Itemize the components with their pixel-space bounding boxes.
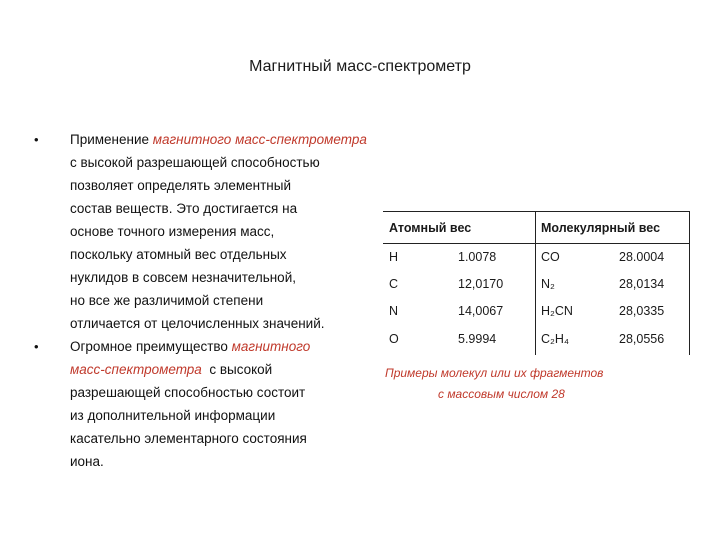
- bullet1-line: поскольку атомный вес отдельных: [70, 247, 287, 262]
- bullet1-line: позволяет определять элементный: [70, 178, 292, 193]
- highlight-term: магнитного: [231, 339, 311, 354]
- bullet1-line: с высокой разрешающей способностью: [70, 155, 320, 170]
- table-divider: [383, 243, 689, 244]
- molecule-formula: N₂: [541, 277, 555, 291]
- molecular-weight: 28,0134: [619, 277, 665, 291]
- slide-title: Магнитный масс-спектрометр: [249, 58, 471, 75]
- bullet-marker: •: [34, 132, 39, 147]
- header-atomic-weight: Атомный вес: [389, 221, 472, 235]
- bullet-marker: •: [34, 339, 39, 354]
- highlight-term: масс-спектрометра: [70, 362, 202, 377]
- atomic-weight: 5.9994: [458, 332, 497, 346]
- bullet1-line: нуклидов в совсем незначительной,: [70, 270, 296, 285]
- table-caption: с массовым числом 28: [438, 387, 565, 401]
- molecular-weight: 28,0335: [619, 304, 665, 318]
- table-caption: Примеры молекул или их фрагментов: [385, 366, 604, 380]
- header-molecular-weight: Молекулярный вес: [541, 221, 661, 235]
- highlight-term: магнитного масс-спектрометра: [152, 132, 367, 147]
- bullet1-line: отличается от целочисленных значений.: [70, 316, 325, 331]
- element-symbol: O: [389, 332, 399, 346]
- molecular-weight: 28,0556: [619, 332, 665, 346]
- bullet2-line: касательно элементарного состояния: [70, 431, 307, 446]
- mass-table: [383, 211, 690, 355]
- atomic-weight: 1.0078: [458, 250, 497, 264]
- text-span: с высокой: [201, 362, 273, 377]
- bullet2-line: иона.: [70, 454, 104, 469]
- bullet2-line: разрешающей способностью состоит: [70, 385, 306, 400]
- element-symbol: C: [389, 277, 399, 291]
- atomic-weight: 12,0170: [458, 277, 504, 291]
- element-symbol: N: [389, 304, 399, 318]
- molecular-weight: 28.0004: [619, 250, 665, 264]
- molecule-formula: CO: [541, 250, 560, 264]
- bullet1-line: но все же различимой степени: [70, 293, 264, 308]
- table-divider: [535, 212, 536, 355]
- bullet2-line: [70, 358, 272, 381]
- molecule-formula: C₂H₄: [541, 332, 570, 346]
- bullet2-line: из дополнительной информации: [70, 408, 276, 423]
- bullet1-line: [70, 128, 367, 151]
- element-symbol: H: [389, 250, 399, 264]
- bullet1-line: состав веществ. Это достигается на: [70, 201, 298, 216]
- text-span: Применение: [70, 132, 153, 147]
- bullet2-line: [70, 335, 310, 358]
- molecule-formula: H₂CN: [541, 304, 573, 318]
- atomic-weight: 14,0067: [458, 304, 504, 318]
- text-span: Огромное преимущество: [70, 339, 232, 354]
- bullet1-line: основе точного измерения масс,: [70, 224, 275, 239]
